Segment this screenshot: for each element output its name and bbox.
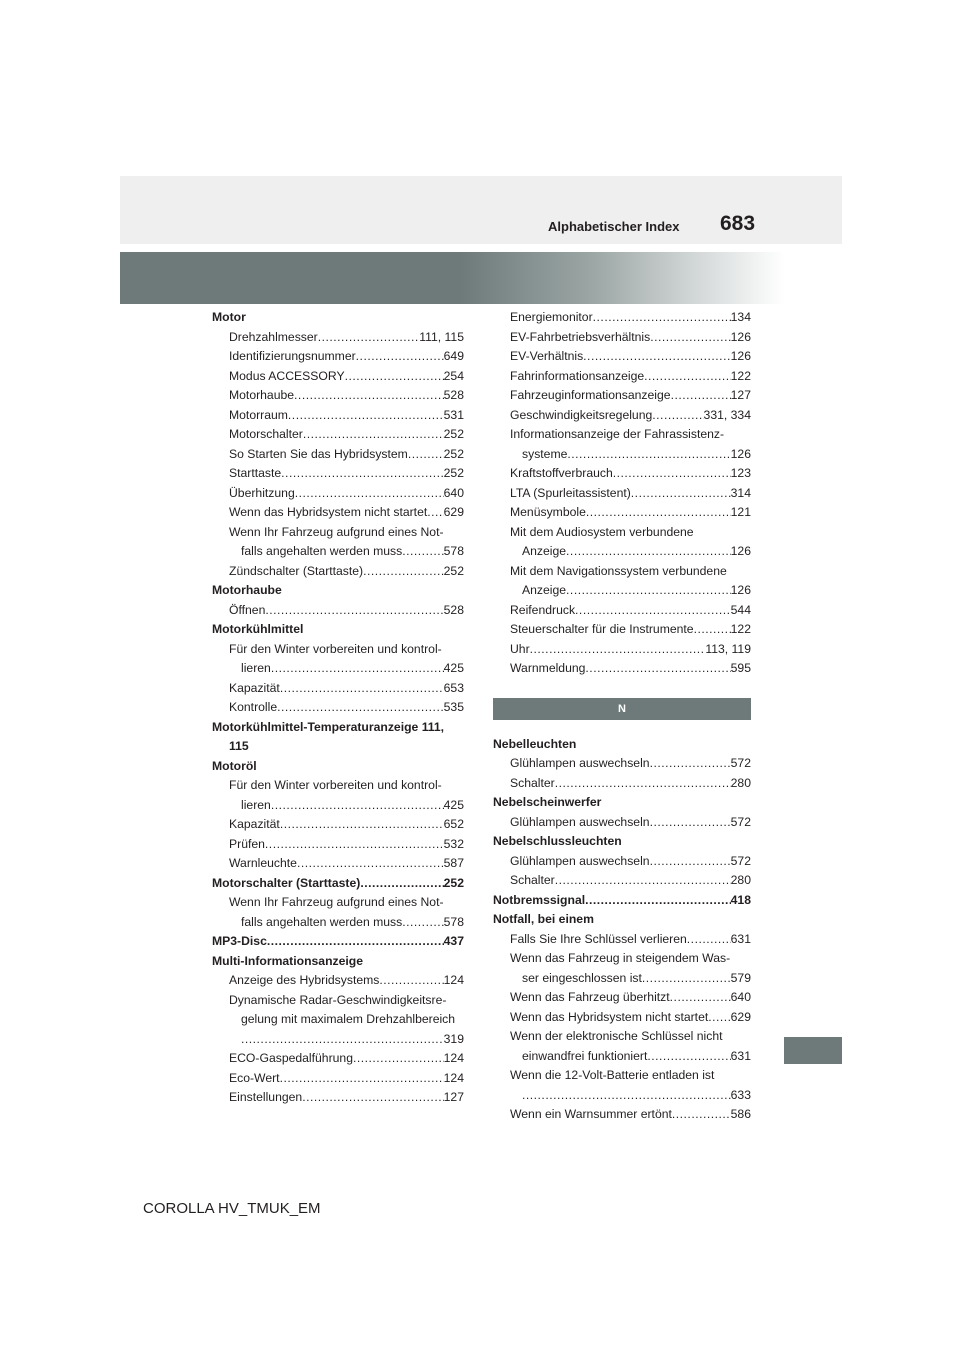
index-entry-line: Mit dem Audiosystem verbundene: [510, 524, 694, 539]
dot-leader: [650, 852, 731, 872]
entry-page-ref: 126: [730, 446, 751, 461]
entry-page-ref: 252: [443, 446, 464, 461]
entry-page-ref: 111, 115: [419, 329, 464, 344]
entry-page-ref: 572: [730, 814, 751, 829]
index-heading: Multi-Informationsanzeige: [212, 953, 363, 968]
entry-term: Warnleuchte: [229, 856, 297, 870]
header-gradient-bar: [120, 252, 842, 304]
dot-leader: [402, 542, 443, 562]
entry-page-ref: 126: [730, 349, 751, 363]
index-entry: [212, 445, 464, 465]
index-entry: [493, 386, 751, 406]
index-entry: [212, 932, 464, 952]
dot-leader: [303, 425, 444, 445]
entry-page-ref: 254: [443, 368, 464, 383]
entry-page-ref: 578: [443, 914, 464, 929]
entry-term: ser eingeschlossen ist: [522, 970, 642, 985]
entry-page-ref: 122: [730, 368, 751, 383]
index-entry: [493, 542, 751, 562]
dot-leader: [281, 464, 443, 484]
entry-page-ref: 652: [443, 817, 464, 831]
dot-leader: [280, 1069, 444, 1089]
dot-leader: [363, 562, 444, 582]
index-entry: [212, 854, 464, 874]
entry-term: Prüfen: [229, 836, 265, 851]
entry-term: Anzeige: [522, 544, 567, 558]
entry-term: Uhr: [510, 641, 530, 656]
index-entry: [493, 620, 751, 640]
entry-page-ref: 252: [443, 466, 464, 480]
dot-leader: [613, 464, 731, 484]
dot-leader: [670, 988, 731, 1008]
index-entry: [493, 601, 751, 621]
entry-page-ref: 586: [730, 1107, 751, 1121]
dot-leader: [593, 308, 731, 328]
entry-term: Kapazität: [229, 680, 280, 695]
entry-term: Warnmeldung: [510, 661, 586, 675]
dot-leader: [650, 328, 730, 348]
dot-leader: [566, 581, 731, 601]
index-entry: [212, 1049, 464, 1069]
dot-leader: [265, 601, 443, 621]
entry-term: Schalter: [510, 775, 555, 790]
entry-term: Glühlampen auswechseln: [510, 756, 650, 770]
dot-leader: [271, 659, 444, 679]
index-entry: [212, 601, 464, 621]
index-entry-line: Wenn das Fahrzeug in steigendem Was-: [510, 951, 731, 965]
entry-term: EV-Verhältnis: [510, 349, 584, 363]
index-entry: [212, 1088, 464, 1108]
dot-leader: [294, 386, 444, 406]
entry-term: Öffnen: [229, 602, 266, 617]
dot-leader: [650, 813, 731, 833]
index-heading: 115: [229, 739, 249, 753]
entry-term: Schalter: [510, 873, 555, 887]
entry-page-ref: 123: [730, 466, 751, 480]
index-heading: Motor: [212, 310, 246, 324]
chapter-tab: [784, 1037, 842, 1064]
entry-page-ref: 640: [730, 990, 751, 1004]
index-entry: [493, 1008, 751, 1028]
entry-page-ref: 280: [730, 775, 751, 790]
index-entry: [493, 1086, 751, 1106]
entry-page-ref: 252: [443, 875, 464, 890]
entry-page-ref: 640: [443, 485, 464, 500]
index-entry: [493, 871, 751, 891]
dot-leader: [567, 445, 730, 465]
index-entry: [493, 308, 751, 328]
entry-term: Zündschalter (Starttaste): [229, 563, 364, 578]
entry-page-ref: 418: [730, 892, 751, 907]
dot-leader: [555, 774, 731, 794]
entry-page-ref: 633: [730, 1087, 751, 1102]
entry-term: Wenn das Hybridsystem nicht startet: [510, 1009, 709, 1024]
entry-term: Notbremssignal: [493, 892, 586, 907]
index-entry: [212, 328, 464, 348]
index-entry: [493, 988, 751, 1008]
index-entry: [493, 852, 751, 872]
entry-page-ref: 437: [443, 934, 464, 948]
index-heading: Nebelscheinwerfer: [493, 795, 602, 809]
dot-leader: [408, 445, 444, 465]
index-entry: [493, 581, 751, 601]
dot-leader: [241, 1030, 444, 1050]
index-entry-line: Für den Winter vorbereiten und kontrol-: [229, 641, 442, 656]
entry-page-ref: 425: [443, 797, 464, 812]
dot-leader: [566, 542, 731, 562]
entry-term: falls angehalten werden muss: [241, 914, 403, 929]
entry-page-ref: 331, 334: [703, 407, 751, 422]
dot-leader: [318, 328, 420, 348]
entry-term: Einstellungen: [229, 1090, 303, 1104]
dot-leader: [379, 971, 443, 991]
dot-leader: [631, 484, 731, 504]
entry-term: Reifendruck: [510, 602, 576, 617]
entry-page-ref: 134: [730, 310, 751, 324]
entry-term: Identifizierungsnummer: [229, 349, 356, 363]
entry-page-ref: 425: [443, 661, 464, 675]
index-heading: Motorhaube: [212, 583, 282, 597]
index-entry: [493, 813, 751, 833]
index-group-m-continued: [493, 308, 751, 679]
index-entry: [212, 425, 464, 445]
index-entry: [493, 930, 751, 950]
index-entry: [212, 913, 464, 933]
index-entry-line: Informationsanzeige der Fahrassistenz-: [510, 427, 725, 441]
entry-term: einwandfrei funktioniert: [522, 1048, 648, 1063]
entry-term: EV-Fahrbetriebsverhältnis: [510, 329, 651, 344]
entry-page-ref: 126: [730, 583, 751, 597]
entry-page-ref: 595: [730, 661, 751, 675]
entry-term: Glühlampen auswechseln: [510, 853, 650, 868]
entry-page-ref: 572: [730, 853, 751, 868]
entry-term: Motorraum: [229, 407, 288, 422]
entry-term: MP3-Disc: [212, 934, 267, 948]
dot-leader: [345, 367, 444, 387]
index-heading: Motorkühlmittel-Temperaturanzeige 111,: [212, 719, 445, 734]
entry-page-ref: 127: [443, 1090, 464, 1104]
dot-leader: [583, 347, 730, 367]
entry-page-ref: 531: [443, 407, 464, 422]
index-entry: [212, 815, 464, 835]
entry-term: Steuerschalter für die Instrumente: [510, 622, 694, 636]
dot-leader: [267, 932, 444, 952]
index-entry: [212, 464, 464, 484]
entry-page-ref: 528: [443, 388, 464, 402]
entry-page-ref: 578: [443, 544, 464, 558]
dot-leader: [650, 754, 731, 774]
footer-model-code: COROLLA HV_TMUK_EM: [143, 1200, 321, 1217]
entry-term: Eco-Wert: [229, 1070, 280, 1085]
index-entry: [493, 1047, 751, 1067]
entry-page-ref: 252: [443, 563, 464, 578]
index-entry: [493, 347, 751, 367]
index-entry: [493, 367, 751, 387]
dot-leader: [271, 796, 444, 816]
dot-leader: [280, 679, 444, 699]
entry-term: Energiemonitor: [510, 310, 593, 324]
index-heading: Motorkühlmittel: [212, 622, 304, 636]
dot-leader: [280, 815, 444, 835]
entry-term: Kapazität: [229, 817, 280, 831]
entry-page-ref: 544: [730, 602, 751, 617]
index-column-left: [212, 308, 464, 1108]
index-entry: [493, 659, 751, 679]
index-entry: [493, 328, 751, 348]
index-entry: [212, 542, 464, 562]
dot-leader: [427, 503, 443, 523]
section-title: Alphabetischer Index: [548, 219, 680, 234]
entry-page-ref: 252: [443, 427, 464, 441]
index-entry: [212, 347, 464, 367]
index-entry-line: Wenn Ihr Fahrzeug aufgrund eines Not-: [229, 895, 444, 909]
entry-term: ECO-Gaspedalführung: [229, 1051, 353, 1065]
dot-leader: [672, 1105, 731, 1125]
index-heading: Nebelschlussleuchten: [493, 834, 622, 848]
index-entry-line: gelung mit maximalem Drehzahlbereich: [241, 1012, 456, 1026]
index-entry: [212, 406, 464, 426]
dot-leader: [585, 891, 731, 911]
index-entry: [212, 503, 464, 523]
entry-page-ref: 587: [443, 856, 464, 870]
entry-page-ref: 124: [443, 1051, 464, 1065]
index-group-n: [493, 735, 751, 1125]
dot-leader: [647, 1047, 730, 1067]
index-entry: [212, 874, 464, 894]
index-entry: [212, 659, 464, 679]
dot-leader: [302, 1088, 443, 1108]
dot-leader: [555, 871, 731, 891]
entry-term: Geschwindigkeitsregelung: [510, 407, 653, 422]
entry-term: Motorhaube: [229, 388, 295, 402]
index-entry-line: Mit dem Navigationssystem verbundene: [510, 563, 727, 578]
index-heading: Nebelleuchten: [493, 736, 577, 751]
entry-term: Wenn das Fahrzeug überhitzt: [510, 990, 670, 1004]
index-entry: [212, 698, 464, 718]
index-entry: [212, 386, 464, 406]
dot-leader: [671, 386, 731, 406]
entry-page-ref: 121: [730, 505, 751, 519]
dot-leader: [708, 1008, 730, 1028]
entry-page-ref: 124: [443, 973, 464, 987]
entry-page-ref: 535: [443, 700, 464, 714]
entry-term: Motorschalter: [229, 427, 303, 441]
index-heading: Notfall, bei einem: [493, 912, 594, 926]
entry-term: lieren: [241, 797, 271, 812]
dot-leader: [522, 1086, 731, 1106]
entry-page-ref: 113, 119: [705, 641, 751, 656]
entry-page-ref: 629: [443, 505, 464, 519]
dot-leader: [585, 659, 730, 679]
entry-term: Glühlampen auswechseln: [510, 814, 650, 829]
dot-leader: [644, 367, 731, 387]
entry-page-ref: 629: [730, 1009, 751, 1024]
entry-term: Motorschalter (Starttaste): [212, 875, 361, 890]
index-entry: [493, 969, 751, 989]
entry-page-ref: 649: [443, 349, 464, 363]
index-entry-line: Dynamische Radar-Geschwindigkeitsre-: [229, 992, 447, 1007]
entry-term: systeme: [522, 446, 568, 461]
entry-term: Drehzahlmesser: [229, 329, 318, 344]
entry-page-ref: 579: [730, 970, 751, 985]
entry-page-ref: 314: [730, 485, 751, 500]
dot-leader: [356, 347, 444, 367]
index-entry: [493, 640, 751, 660]
index-entry: [212, 679, 464, 699]
index-entry-line: Wenn Ihr Fahrzeug aufgrund eines Not-: [229, 524, 444, 539]
entry-term: Fahrinformationsanzeige: [510, 368, 645, 383]
dot-leader: [297, 854, 444, 874]
page-number: 683: [720, 212, 756, 235]
index-entry: [493, 891, 751, 911]
entry-term: Anzeige des Hybridsystems: [229, 973, 380, 987]
entry-page-ref: 631: [730, 931, 751, 946]
entry-term: LTA (Spurleitassistent): [510, 485, 631, 500]
entry-term: Anzeige: [522, 583, 567, 597]
dot-leader: [694, 620, 731, 640]
index-entry: [493, 464, 751, 484]
dot-leader: [687, 930, 731, 950]
index-entry: [493, 754, 751, 774]
index-entry: [493, 774, 751, 794]
dot-leader: [353, 1049, 444, 1069]
entry-term: falls angehalten werden muss: [241, 544, 403, 558]
entry-term: Überhitzung: [229, 485, 295, 500]
entry-page-ref: 124: [443, 1070, 464, 1085]
dot-leader: [295, 484, 444, 504]
index-entry: [212, 835, 464, 855]
dot-leader: [652, 406, 703, 426]
entry-term: Falls Sie Ihre Schlüssel verlieren: [510, 931, 687, 946]
index-entry-line: Wenn der elektronische Schlüssel nicht: [510, 1029, 723, 1043]
section-letter-bar: N: [493, 698, 751, 720]
entry-term: Starttaste: [229, 466, 282, 480]
entry-term: Kontrolle: [229, 700, 278, 714]
dot-leader: [265, 835, 444, 855]
index-entry-line: Wenn die 12-Volt-Batterie entladen ist: [510, 1068, 715, 1082]
dot-leader: [402, 913, 443, 933]
index-entry: [212, 1069, 464, 1089]
entry-term: So Starten Sie das Hybridsystem: [229, 446, 408, 461]
index-entry: [212, 562, 464, 582]
entry-page-ref: 631: [730, 1048, 751, 1063]
entry-page-ref: 122: [730, 622, 751, 636]
index-entry-line: Für den Winter vorbereiten und kontrol-: [229, 778, 442, 792]
index-entry: [493, 503, 751, 523]
index-entry: [212, 367, 464, 387]
dot-leader: [530, 640, 706, 660]
entry-term: Modus ACCESSORY: [229, 368, 345, 383]
entry-term: lieren: [241, 661, 271, 675]
entry-page-ref: 126: [730, 329, 751, 344]
index-column-right: [493, 308, 751, 1125]
index-entry: [212, 796, 464, 816]
dot-leader: [288, 406, 444, 426]
index-entry: [493, 445, 751, 465]
entry-term: Kraftstoffverbrauch: [510, 466, 613, 480]
entry-term: Wenn ein Warnsummer ertönt: [510, 1107, 672, 1121]
index-heading: Motoröl: [212, 758, 257, 773]
entry-term: Menüsymbole: [510, 505, 586, 519]
index-entry: [212, 1030, 464, 1050]
entry-page-ref: 127: [730, 388, 751, 402]
entry-page-ref: 126: [730, 544, 751, 558]
entry-page-ref: 319: [443, 1031, 464, 1046]
index-entry: [493, 406, 751, 426]
index-entry: [212, 971, 464, 991]
dot-leader: [586, 503, 731, 523]
entry-page-ref: 532: [443, 836, 464, 851]
entry-page-ref: 280: [730, 873, 751, 887]
index-entry: [212, 484, 464, 504]
entry-page-ref: 653: [443, 680, 464, 695]
entry-page-ref: 528: [443, 602, 464, 617]
index-entry: [493, 484, 751, 504]
entry-term: Fahrzeuginformationsanzeige: [510, 388, 671, 402]
entry-term: Wenn das Hybridsystem nicht startet: [229, 505, 428, 519]
dot-leader: [575, 601, 731, 621]
dot-leader: [277, 698, 444, 718]
index-entry: [493, 1105, 751, 1125]
entry-page-ref: 572: [730, 756, 751, 770]
dot-leader: [642, 969, 731, 989]
dot-leader: [360, 874, 443, 894]
